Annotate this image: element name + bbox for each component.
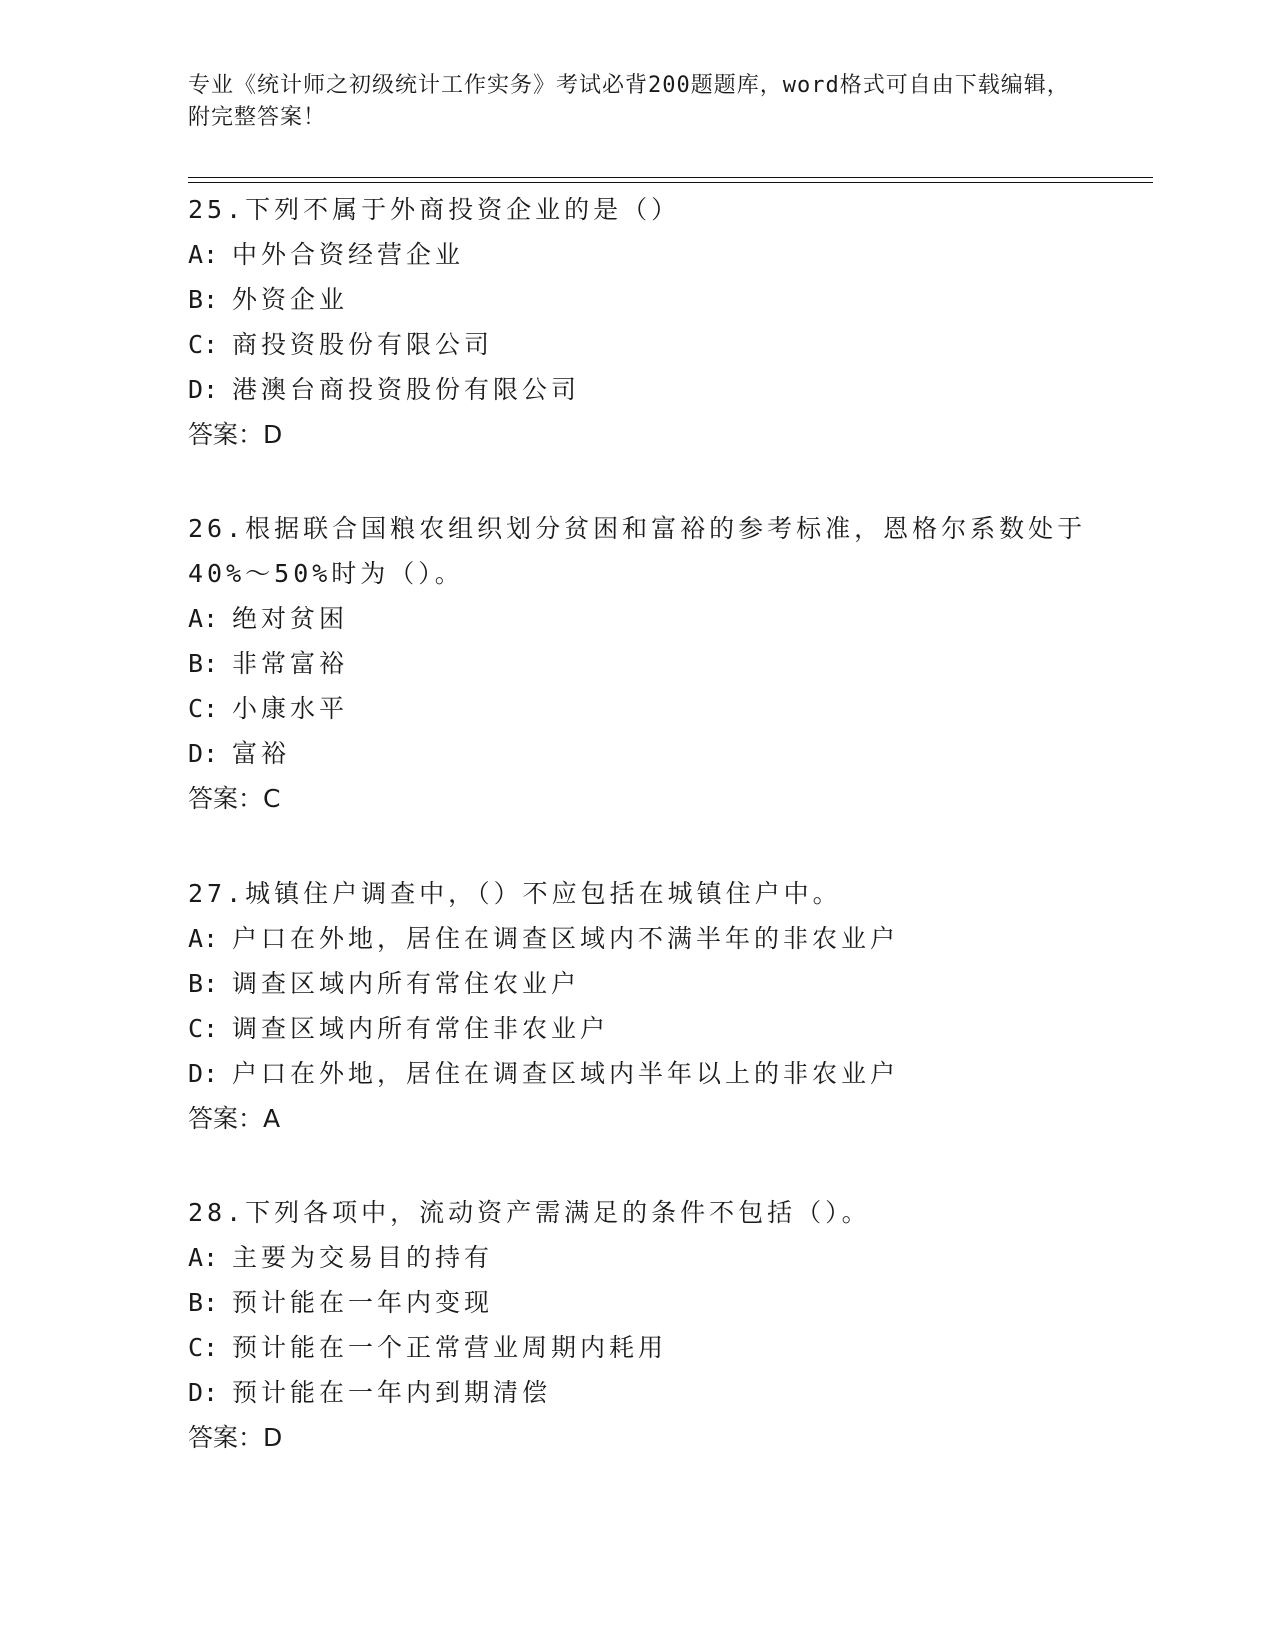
question-stem: 26.根据联合国粮农组织划分贫困和富裕的参考标准，恩格尔系数处于40%～50%时为（）。: [188, 514, 1087, 588]
option-letter: A:: [188, 1243, 219, 1272]
option-letter: D:: [188, 1378, 219, 1407]
option-d: [188, 1051, 1088, 1096]
option-a: [188, 596, 1088, 641]
option-letter: C:: [188, 330, 219, 359]
option-letter: A:: [188, 604, 219, 633]
document-header: [188, 70, 1088, 134]
question-stem: 27.城镇住户调查中，（）不应包括在城镇住户中。: [188, 879, 842, 908]
option-letter: D:: [188, 739, 219, 768]
option-text: 小康水平: [232, 694, 349, 723]
option-b: [188, 641, 1088, 686]
answer-line: 答案：A: [188, 1104, 281, 1133]
option-letter: C:: [188, 1014, 219, 1043]
answer-line: 答案：D: [188, 1423, 283, 1452]
option-text: 外资企业: [232, 285, 349, 314]
question-stem: 28.下列各项中，流动资产需满足的条件不包括（）。: [188, 1198, 871, 1227]
header-intro-text: 专业《统计师之初级统计工作实务》考试必背200题题库，word格式可自由下载编辑，附完整答案！: [188, 73, 1070, 130]
option-d: [188, 731, 1088, 776]
option-text: 预计能在一个正常营业周期内耗用: [232, 1333, 668, 1362]
option-letter: C:: [188, 694, 219, 723]
option-text: 调查区域内所有常住农业户: [232, 969, 581, 998]
option-letter: D:: [188, 1059, 219, 1088]
question-26: [188, 506, 1088, 821]
option-text: 港澳台商投资股份有限公司: [232, 375, 581, 404]
option-c: [188, 686, 1088, 731]
answer-line: 答案：C: [188, 784, 281, 813]
option-text: 预计能在一年内到期清偿: [232, 1378, 552, 1407]
question-28: [188, 1190, 1088, 1460]
option-text: 绝对贫困: [232, 604, 349, 633]
option-text: 中外合资经营企业: [232, 240, 465, 269]
option-d: [188, 1370, 1088, 1415]
option-letter: B:: [188, 285, 219, 314]
question-25: [188, 187, 1088, 457]
option-a: [188, 916, 1088, 961]
option-text: 富裕: [232, 739, 291, 768]
option-a: [188, 232, 1088, 277]
option-letter: A:: [188, 924, 219, 953]
option-text: 主要为交易目的持有: [232, 1243, 494, 1272]
option-text: 调查区域内所有常住非农业户: [232, 1014, 610, 1043]
option-c: [188, 1325, 1088, 1370]
option-letter: C:: [188, 1333, 219, 1362]
option-d: [188, 367, 1088, 412]
option-c: [188, 322, 1088, 367]
option-text: 户口在外地，居住在调查区域内半年以上的非农业户: [232, 1059, 900, 1088]
question-stem: 25.下列不属于外商投资企业的是（）: [188, 195, 681, 224]
option-letter: B:: [188, 649, 219, 678]
option-text: 商投资股份有限公司: [232, 330, 494, 359]
answer-line: 答案：D: [188, 420, 283, 449]
header-divider-top: [188, 177, 1153, 178]
option-b: [188, 277, 1088, 322]
option-b: [188, 961, 1088, 1006]
question-27: [188, 871, 1088, 1141]
header-divider-bottom: [188, 182, 1153, 183]
option-text: 户口在外地，居住在调查区域内不满半年的非农业户: [232, 924, 900, 953]
option-letter: A:: [188, 240, 219, 269]
option-letter: B:: [188, 969, 219, 998]
option-c: [188, 1006, 1088, 1051]
option-text: 非常富裕: [232, 649, 349, 678]
option-text: 预计能在一年内变现: [232, 1288, 494, 1317]
option-b: [188, 1280, 1088, 1325]
option-a: [188, 1235, 1088, 1280]
option-letter: B:: [188, 1288, 219, 1317]
option-letter: D:: [188, 375, 219, 404]
